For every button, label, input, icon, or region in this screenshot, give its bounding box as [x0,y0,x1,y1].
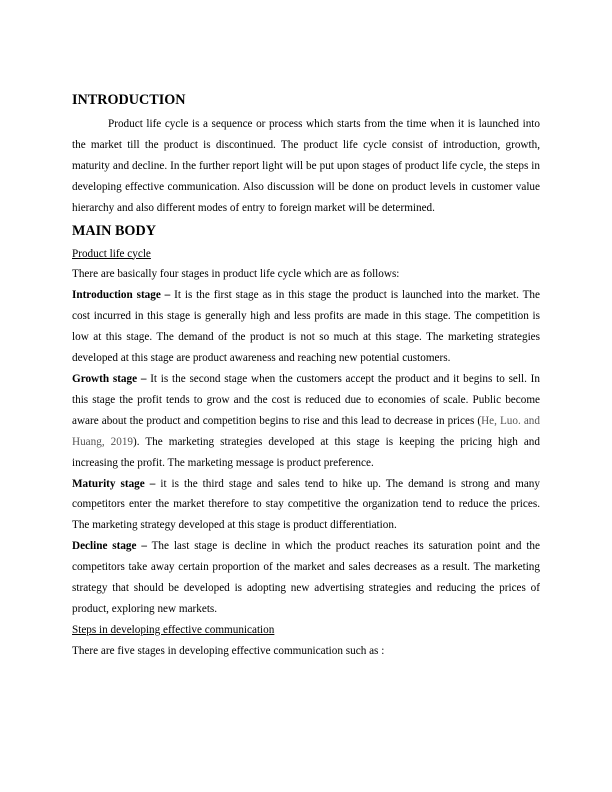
product-life-cycle-subheading: Product life cycle [72,247,151,260]
growth-stage-term: Growth stage – [72,372,147,385]
introduction-heading: INTRODUCTION [72,92,186,108]
growth-stage-citation: He, Luo. and Huang, 2019 [72,414,540,448]
decline-stage-term: Decline stage – [72,540,147,553]
document-page [72,90,540,662]
communication-subheading: Steps in developing effective communication [72,623,275,636]
growth-stage-text-after: ). The marketing strategies developed at this stage is keeping the pricing high and increasing the profit. The marketing message is product preference. [72,435,540,469]
maturity-stage-term: Maturity stage – [72,477,156,490]
communication-lead: There are five stages in developing effective communication such as : [72,644,385,657]
main-body-heading: MAIN BODY [72,222,156,239]
maturity-stage-paragraph [72,474,540,537]
decline-stage-text: The last stage is decline in which the product reaches its saturation point and the competitors take away certain proportion of the market and sales decreases as a result. The marketing strategy that should be developed is adopting new advertising strategies and reducing the prices of product, exploring new markets. [72,540,540,615]
introduction-stage-term: Introduction stage – [72,289,171,302]
growth-stage-paragraph [72,369,540,474]
introduction-stage-text: It is the first stage as in this stage the product is launched into the market. The cost incurred in this stage is generally high and less profits are made in this stage. The competition is low at this stage. The demand of the product is not so much at this stage. The marketing strategies developed at this stage are product awareness and reaching new potential customers. [72,289,540,365]
introduction-stage-paragraph [72,285,540,369]
growth-stage-text: It is the second stage when the customers accept the product and it begins to sell. In this stage the profit tends to grow and the cost is reduced due to economies of scale. Public become aware about the product and competition begins to rise and this lead to decrease in prices ( [72,372,540,427]
product-life-cycle-lead: There are basically four stages in product life cycle which are as follows: [72,268,400,281]
decline-stage-paragraph [72,536,540,620]
introduction-paragraph: Product life cycle is a sequence or process which starts from the time when it is launched into the market till the product is discontinued. The product life cycle consist of introduction, growth, maturity and decline. In the further report light will be put upon stages of product life cycle, the steps in developing effective communication. Also discussion will be done on product levels in customer value hierarchy and also different modes of entry to foreign market will be determined. [72,118,540,214]
maturity-stage-text: it is the third stage and sales tend to hike up. The demand is strong and many competitors enter the market therefore to stay competitive the organization tend to reduce the prices. The marketing strategy developed at this stage is product differentiation. [72,477,540,532]
